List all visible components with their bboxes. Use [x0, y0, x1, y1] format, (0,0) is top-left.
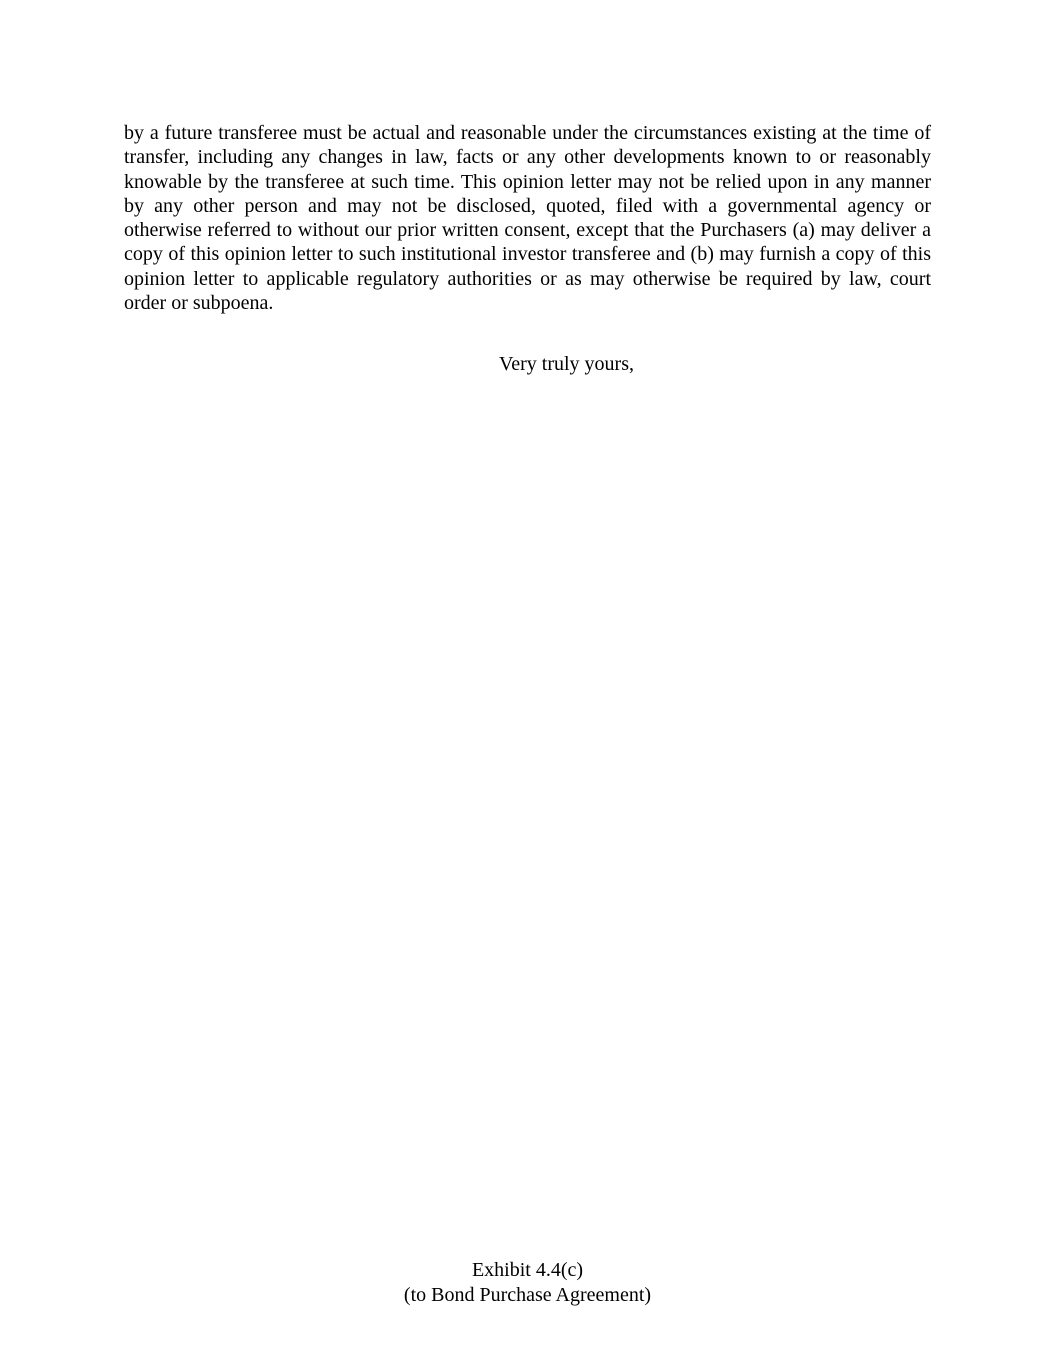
document-content	[124, 121, 931, 377]
footer-line-2: (to Bond Purchase Agreement)	[403, 1283, 652, 1306]
exhibit-footer	[0, 1258, 1055, 1307]
footer-line-1: Exhibit 4.4(c)	[471, 1259, 584, 1282]
body-paragraph: by a future transferee must be actual and reasonable under the circumstances existing at the time of transfer, including any changes in law, facts or any other developments known to or reasonably knowable by the transferee at such time. This opinion letter may not be relied upon in any manner by any other person and may not be disclosed, quoted, filed with a governmental agency or otherwise referred to without our prior written consent, except that the Purchasers (a) may deliver a copy of this opinion letter to such institutional investor transferee and (b) may furnish a copy of this opinion letter to applicable regulatory authorities or as may otherwise be required by law, court order or subpoena.	[124, 122, 931, 315]
closing-line: Very truly yours,	[499, 353, 634, 376]
